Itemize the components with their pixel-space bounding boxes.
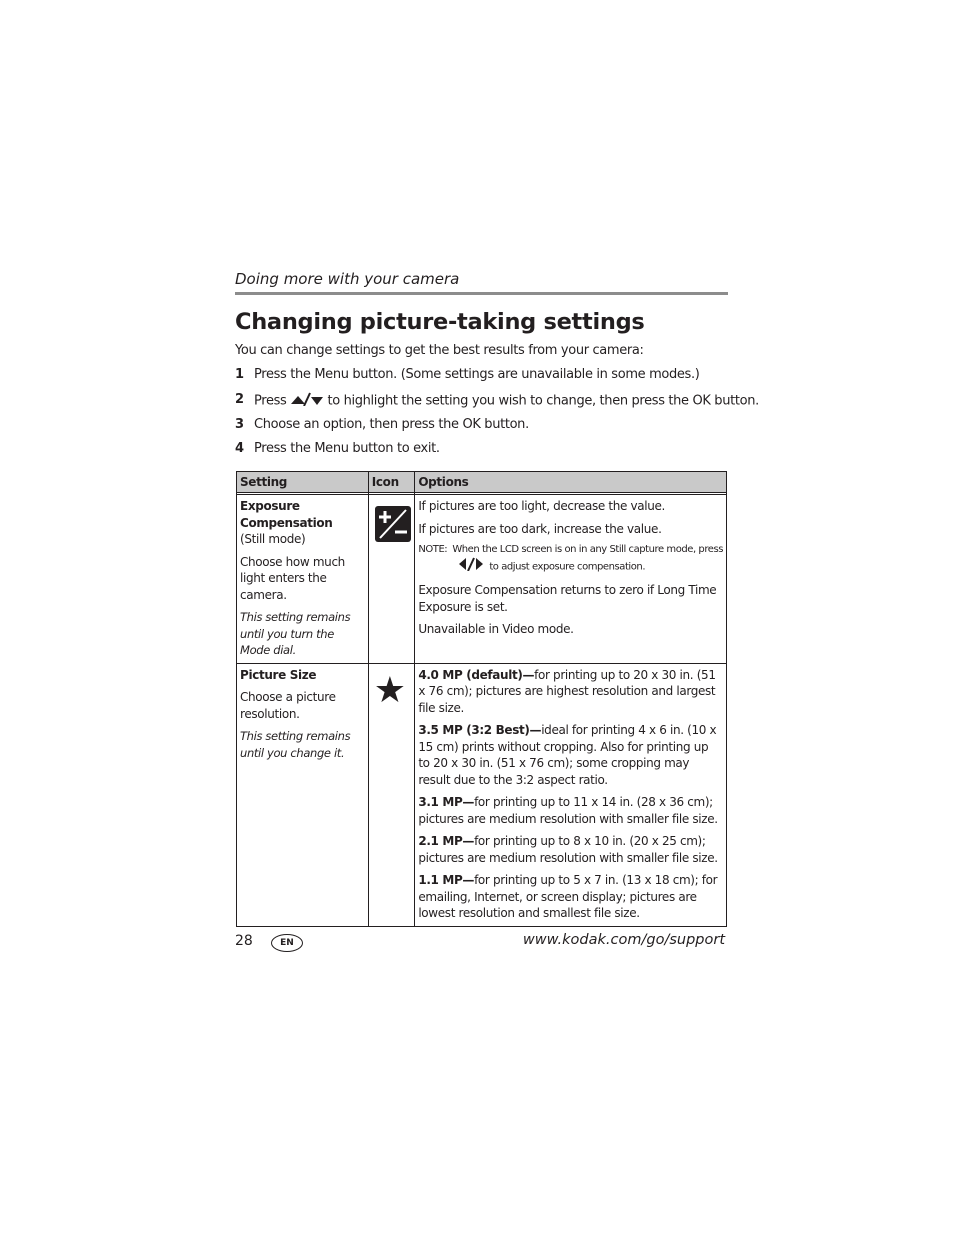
options-cell <box>415 663 727 926</box>
exposure-compensation-icon <box>375 506 411 542</box>
setting-name: Exposure Compensation <box>240 499 333 530</box>
option-label: 3.5 MP (3:2 Best)— <box>418 723 542 737</box>
icon-cell <box>368 495 415 664</box>
up-down-arrows-icon <box>290 392 324 410</box>
star-icon: ★ <box>373 669 406 711</box>
settings-table <box>236 471 727 927</box>
setting-cell <box>237 495 369 664</box>
option-item <box>418 794 723 827</box>
table-row-picture-size <box>237 663 727 926</box>
option-text: Unavailable in Video mode. <box>418 622 574 636</box>
option-text: for printing up to 20 x 30 in. (51 x 76 cm); pictures are highest resolution and largest file size. <box>418 667 716 715</box>
setting-name: Picture Size <box>240 667 317 682</box>
table-row-exposure-compensation <box>237 495 727 664</box>
icon-cell <box>368 663 415 926</box>
option-text: If pictures are too dark, increase the value. <box>418 521 662 536</box>
option-item <box>418 722 723 788</box>
option-text: If pictures are too light, decrease the value. <box>418 499 665 513</box>
header-rule <box>235 292 728 295</box>
setting-description: Choose a picture resolution. <box>240 690 336 721</box>
option-label: 1.1 MP— <box>418 873 475 887</box>
option-item <box>418 833 723 866</box>
support-url: www.kodak.com/go/support <box>522 932 725 948</box>
left-right-arrows-icon <box>458 557 484 576</box>
page-title: Changing picture-taking settings <box>235 309 645 335</box>
column-header-icon: Icon <box>368 472 415 493</box>
step-number: 4 <box>235 441 244 456</box>
setting-note: This setting remains until you turn the Mode dial. <box>240 610 351 657</box>
step-text <box>254 392 759 410</box>
note-block <box>418 543 723 576</box>
option-text: for printing up to 5 x 7 in. (13 x 18 cm); for emailing, Internet, or screen display; pictures are lowest resolution and smallest file size. <box>418 873 718 920</box>
setting-note: This setting remains until you change it. <box>240 729 351 760</box>
option-text: for printing up to 11 x 14 in. (28 x 36 cm); pictures are medium resolution with smaller file size. <box>418 795 718 826</box>
step-number: 3 <box>235 417 244 432</box>
note-text-line-2: to adjust exposure compensation. <box>489 561 646 573</box>
option-text: ideal for printing 4 x 6 in. (10 x 15 cm) prints without cropping. Also for printing up to 20 x 30 in. (51 x 76 cm); some cropping may result due to the 3:2 aspect ratio. <box>418 723 717 787</box>
option-label: 3.1 MP— <box>418 795 475 809</box>
page-number: 28 <box>235 933 253 949</box>
setting-description: Choose how much light enters the camera. <box>240 554 345 602</box>
option-item <box>418 667 723 717</box>
table-header-row <box>237 472 727 493</box>
step-text-after: to highlight the setting you wish to change, then press the OK button. <box>327 393 759 409</box>
setting-cell <box>237 663 369 926</box>
note-label: NOTE: <box>418 544 448 555</box>
step-text: Press the Menu button to exit. <box>254 441 440 456</box>
step-text: Press the Menu button. (Some settings are unavailable in some modes.) <box>254 367 700 382</box>
intro-text: You can change settings to get the best results from your camera: <box>235 343 644 358</box>
step-number: 2 <box>235 392 244 407</box>
option-item <box>418 872 723 922</box>
note-text-line-1: When the LCD screen is on in any Still capture mode, press <box>452 544 723 555</box>
option-label: 4.0 MP (default)— <box>418 667 535 682</box>
option-text: Exposure Compensation returns to zero if Long Time Exposure is set. <box>418 583 717 614</box>
column-header-options: Options <box>415 472 727 493</box>
language-badge: EN <box>271 934 303 952</box>
option-label: 2.1 MP— <box>418 834 475 848</box>
options-cell <box>415 495 727 664</box>
step-text-before: Press <box>254 393 287 409</box>
step-text: Choose an option, then press the OK button. <box>254 417 529 432</box>
section-header-title: Doing more with your camera <box>235 270 460 288</box>
column-header-setting: Setting <box>237 472 369 493</box>
step-number: 1 <box>235 367 244 382</box>
setting-mode: (Still mode) <box>240 532 306 546</box>
option-text: for printing up to 8 x 10 in. (20 x 25 cm); pictures are medium resolution with smaller file size. <box>418 834 718 865</box>
